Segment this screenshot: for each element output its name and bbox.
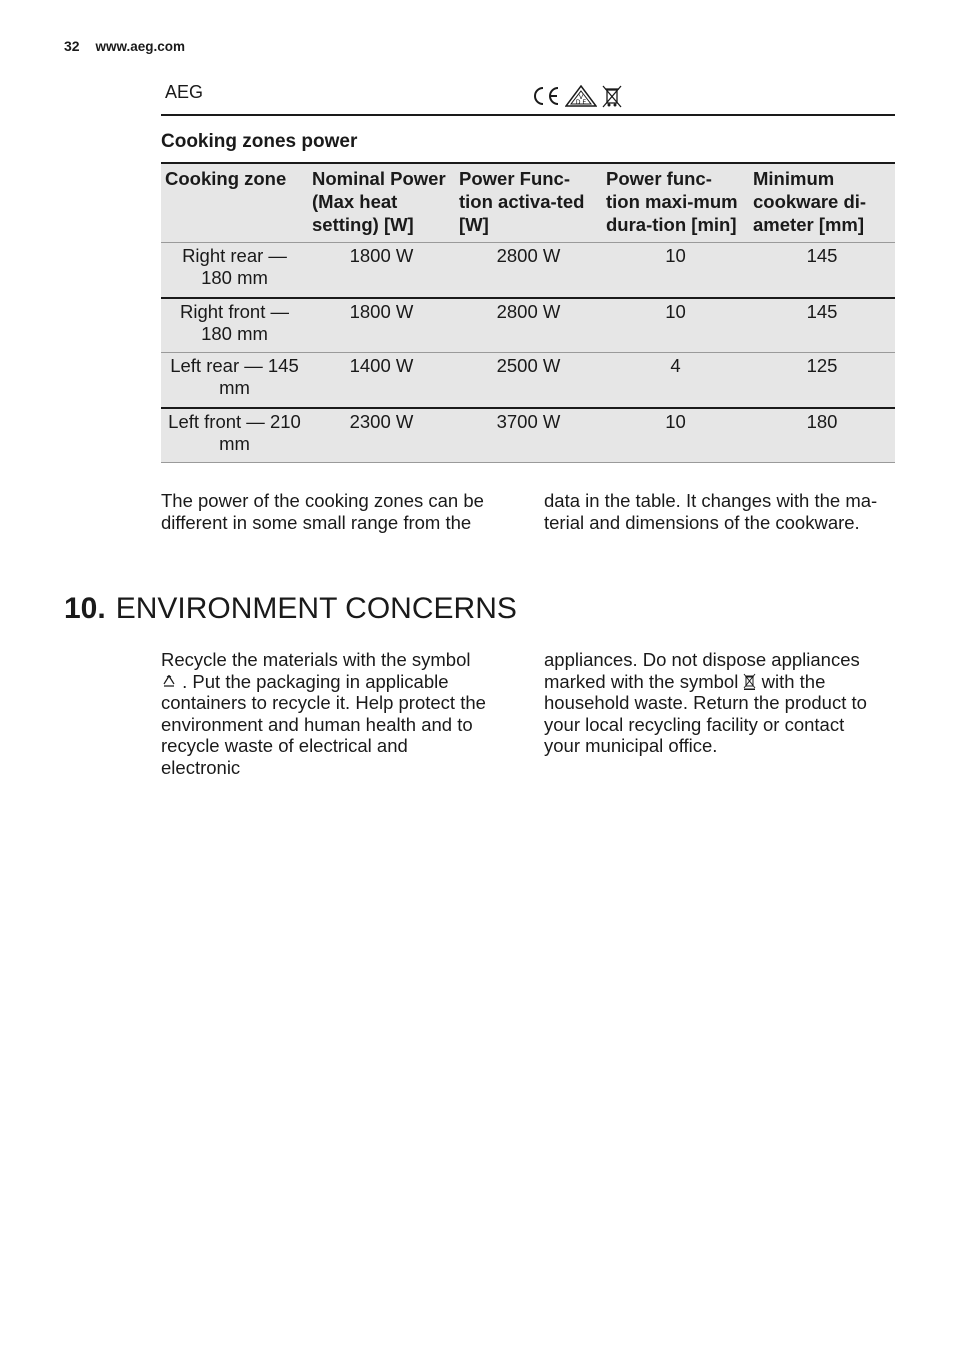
- table-row: [161, 298, 895, 353]
- section-heading: [64, 592, 517, 626]
- ce-mark-icon: [531, 85, 561, 107]
- certification-marks: [531, 84, 623, 108]
- table-row: [161, 408, 895, 463]
- environment-text-left: [161, 649, 491, 778]
- brand-bar: [161, 80, 895, 116]
- table-title: Cooking zones power: [161, 131, 358, 152]
- table-cell: 145: [749, 298, 895, 353]
- environment-text: appliances. Do not dispose appliances marked with the symbol: [544, 649, 860, 692]
- table-cell: 10: [602, 243, 749, 298]
- table-row: [161, 353, 895, 408]
- table-cell: 2300 W: [308, 408, 455, 463]
- environment-text: . Put the packaging in applicable containers to recycle it. Help protect the environment and human health and to recycle waste of electrical and electronic: [161, 670, 486, 778]
- column-header: Power Func-tion activa-ted [W]: [455, 163, 602, 243]
- section-title: ENVIRONMENT CONCERNS: [115, 592, 517, 625]
- table-cell: 10: [602, 408, 749, 463]
- table-cell: Left rear — 145 mm: [161, 353, 308, 408]
- table-cell: 1800 W: [308, 243, 455, 298]
- table-note-right: data in the table. It changes with the ma-terial and dimensions of the cookware.: [544, 490, 878, 533]
- table-cell: 2500 W: [455, 353, 602, 408]
- svg-text:D E: D E: [575, 99, 587, 106]
- environment-text: Recycle the materials with the symbol: [161, 649, 471, 670]
- table-cell: Left front — 210 mm: [161, 408, 308, 463]
- table-row: [161, 243, 895, 298]
- svg-text:V: V: [578, 94, 584, 101]
- environment-text: with the household waste. Return the product to your local recycling facility or contact your municipal office.: [544, 670, 867, 756]
- page-number: 32: [64, 38, 80, 54]
- table-cell: 3700 W: [455, 408, 602, 463]
- column-header: Nominal Power (Max heat setting) [W]: [308, 163, 455, 243]
- table-header-row: [161, 163, 895, 243]
- table-cell: 2800 W: [455, 243, 602, 298]
- table-cell: 10: [602, 298, 749, 353]
- table-cell: 4: [602, 353, 749, 408]
- table-cell: 1800 W: [308, 298, 455, 353]
- table-cell: 145: [749, 243, 895, 298]
- weee-bin-icon: [601, 84, 623, 108]
- table-cell: 125: [749, 353, 895, 408]
- weee-bin-icon: [743, 673, 756, 690]
- cooking-zones-table: [161, 162, 895, 463]
- brand-name: AEG: [165, 82, 204, 102]
- table-cell: Right front — 180 mm: [161, 298, 308, 353]
- column-header: Power func-tion maxi-mum dura-tion [min]: [602, 163, 749, 243]
- column-header: Minimum cookware di-ameter [mm]: [749, 163, 895, 243]
- table-cell: 1400 W: [308, 353, 455, 408]
- vde-mark-icon: [565, 85, 597, 107]
- page-header: [64, 38, 185, 54]
- recycle-icon: [161, 674, 177, 690]
- website-url[interactable]: www.aeg.com: [95, 39, 185, 54]
- table-cell: 180: [749, 408, 895, 463]
- table-cell: 2800 W: [455, 298, 602, 353]
- table-note-left: The power of the cooking zones can be different in some small range from the: [161, 490, 484, 533]
- environment-text-right: [544, 649, 874, 757]
- table-cell: Right rear — 180 mm: [161, 243, 308, 298]
- section-number: 10.: [64, 592, 106, 625]
- column-header: Cooking zone: [161, 163, 308, 243]
